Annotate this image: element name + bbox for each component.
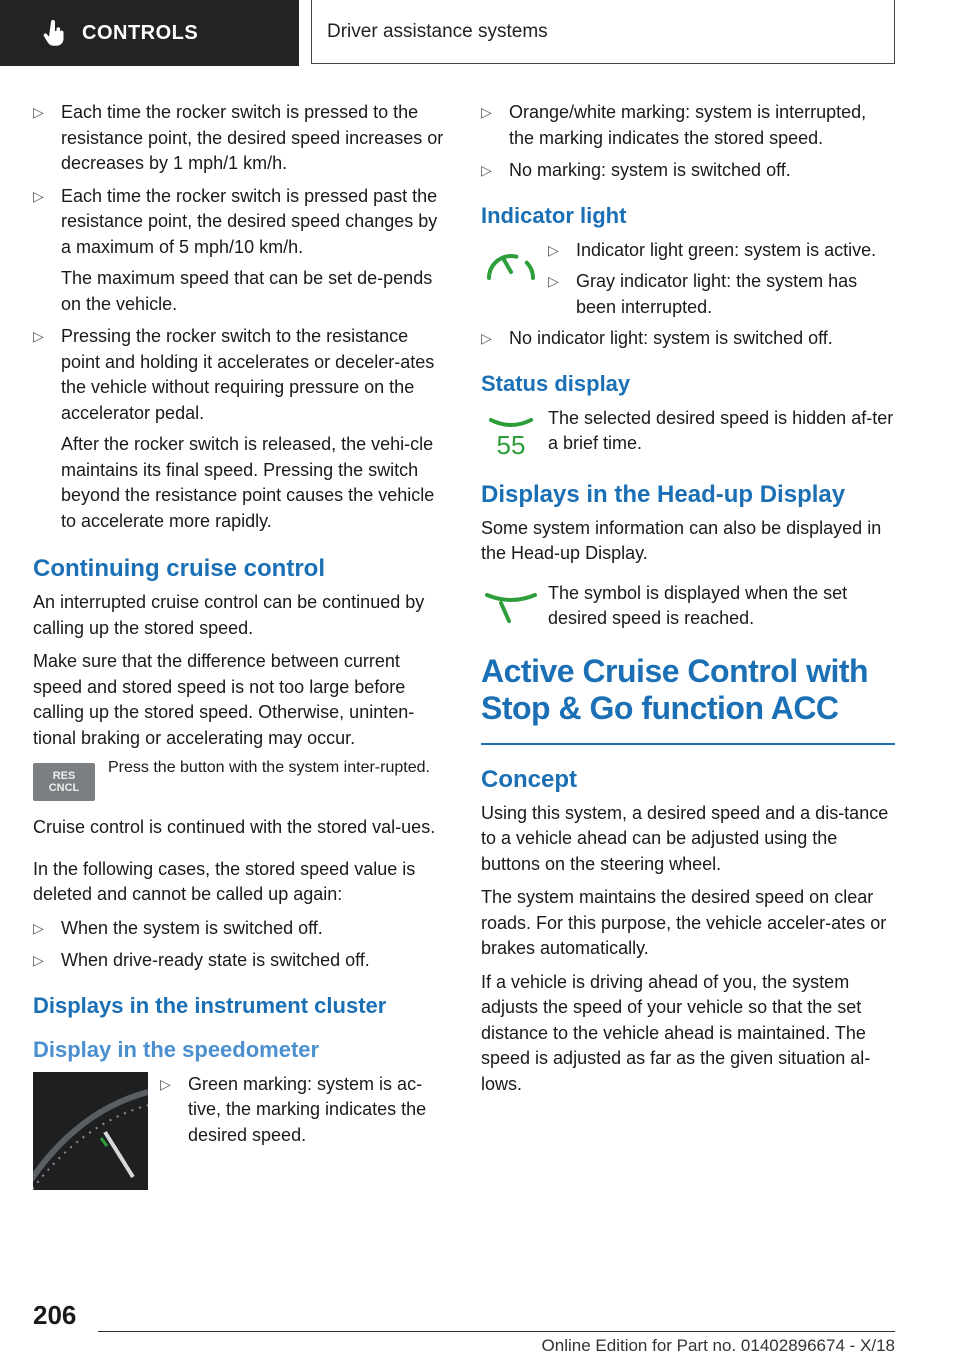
list-item-note: The maximum speed that can be set de‐pends on the vehicle.: [61, 268, 433, 314]
page-number: 206: [33, 1300, 77, 1330]
list-item: ▷ Pressing the rocker switch to the resistance point and holding it accelerates or deceler‐ates the vehicle without requiring pressure on the accelerator pedal. After the rocker switch is released, the vehi‐cle maintains its final speed. Pressing the switch beyond the resistance point causes the vehicle to accelerate more rapidly.: [33, 324, 447, 534]
triangle-bullet-icon: ▷: [33, 104, 44, 120]
triangle-bullet-icon: ▷: [481, 330, 492, 346]
section-tab: [0, 0, 299, 66]
paragraph: An interrupted cruise control can be continued by calling up the stored speed.: [33, 592, 425, 638]
triangle-bullet-icon: ▷: [548, 273, 559, 289]
cruise-control-indicator-icon: [481, 238, 541, 294]
paragraph: The selected desired speed is hidden af‐ter a brief time.: [548, 407, 894, 453]
svg-text:55: 55: [496, 429, 526, 460]
paragraph: Cruise control is continued with the stored val‐ues.: [33, 817, 436, 837]
list-item: ▷ When drive-ready state is switched off.: [33, 948, 447, 974]
section-heading: Continuing cruise control: [33, 555, 325, 582]
speed-status-icon: [481, 406, 541, 462]
list-item: ▷ Each time the rocker switch is pressed past the resistance point, the desired speed changes by a maximum of 5 mph/10 km/h. The maximum speed that can be set de‐pends on the vehicle.: [33, 184, 447, 318]
divider: [481, 743, 895, 745]
edition-info: Online Edition for Part no. 01402896674 - X/18: [541, 1336, 895, 1355]
list-item: ▷ No marking: system is switched off.: [481, 158, 895, 184]
chapter-title: Driver assistance systems: [311, 0, 895, 64]
paragraph: In the following cases, the stored speed value is deleted and cannot be called up again:: [33, 858, 416, 904]
chapter-heading: Active Cruise Control with Stop & Go function ACC: [481, 652, 869, 726]
triangle-bullet-icon: ▷: [481, 104, 492, 120]
section-heading: Displays in the instrument cluster: [33, 992, 387, 1018]
hud-block: [481, 581, 895, 635]
hand-pointer-icon: [42, 20, 66, 46]
indicator-block: [481, 238, 895, 321]
res-cncl-button-icon: RES CNCL: [33, 763, 95, 801]
list-item: ▷ Each time the rocker switch is pressed to the resistance point, the desired speed increases or decreases by 1 mph/1 km/h.: [33, 102, 444, 173]
list-item: ▷ Gray indicator light: the system has been interrupted.: [548, 271, 858, 317]
triangle-bullet-icon: ▷: [33, 187, 44, 204]
list-item: ▷ When the system is switched off.: [33, 916, 447, 942]
right-column: [481, 100, 895, 1105]
page-header: [0, 0, 960, 66]
triangle-bullet-icon: ▷: [548, 241, 559, 258]
triangle-bullet-icon: ▷: [33, 328, 44, 344]
list-item: ▷ Orange/white marking: system is interrupted, the marking indicates the stored speed.: [481, 102, 867, 148]
footer-divider: [98, 1331, 895, 1332]
paragraph: If a vehicle is driving ahead of you, the system adjusts the speed of your vehicle so that the set distance to the vehicle ahead is maintained. The speed is adjusted as far as the given situation al‐lows.: [481, 971, 871, 1094]
section-label: CONTROLS: [82, 21, 199, 44]
speedometer-block: [33, 1072, 447, 1190]
triangle-bullet-icon: ▷: [33, 952, 44, 968]
section-heading: Status display: [481, 370, 631, 396]
triangle-bullet-icon: ▷: [481, 162, 492, 178]
paragraph: Some system information can also be displayed in the Head-up Display.: [481, 517, 882, 563]
list-item: ▷ Indicator light green: system is active.: [548, 238, 895, 264]
section-heading: Concept: [481, 765, 577, 793]
subsection-heading: Display in the speedometer: [33, 1036, 320, 1062]
status-block: [481, 406, 895, 460]
paragraph: The system maintains the desired speed on clear roads. For this purpose, the vehicle acceler‐ates or brakes automatically.: [481, 887, 887, 958]
paragraph: Make sure that the difference between current speed and stored speed is not too large before calling up the stored speed. Otherwise, uninten‐tional braking or accelerating may occur.: [33, 651, 415, 748]
speedometer-image: [33, 1072, 148, 1190]
triangle-bullet-icon: ▷: [33, 919, 44, 936]
res-instruction: RES CNCL Press the button with the system inter‐rupted.: [33, 759, 447, 809]
section-heading: Indicator light: [481, 202, 627, 228]
list-item: ▷ Green marking: system is ac‐tive, the marking indicates the desired speed.: [160, 1073, 427, 1145]
list-item: ▷ No indicator light: system is switched off.: [481, 326, 895, 352]
list-item-note: After the rocker switch is released, the vehi‐cle maintains its final speed. Pressing the switch beyond the resistance point causes the vehicle to accelerate more rapidly.: [61, 434, 435, 531]
left-column: [33, 100, 447, 1190]
paragraph: Using this system, a desired speed and a dis‐tance to a vehicle ahead can be adjusted using the buttons on the steering wheel.: [481, 802, 889, 874]
section-heading: Displays in the Head-up Display: [481, 480, 846, 508]
paragraph: The symbol is displayed when the set desired speed is reached.: [548, 582, 848, 628]
hud-cruise-icon: [481, 581, 541, 637]
triangle-bullet-icon: ▷: [160, 1075, 171, 1092]
